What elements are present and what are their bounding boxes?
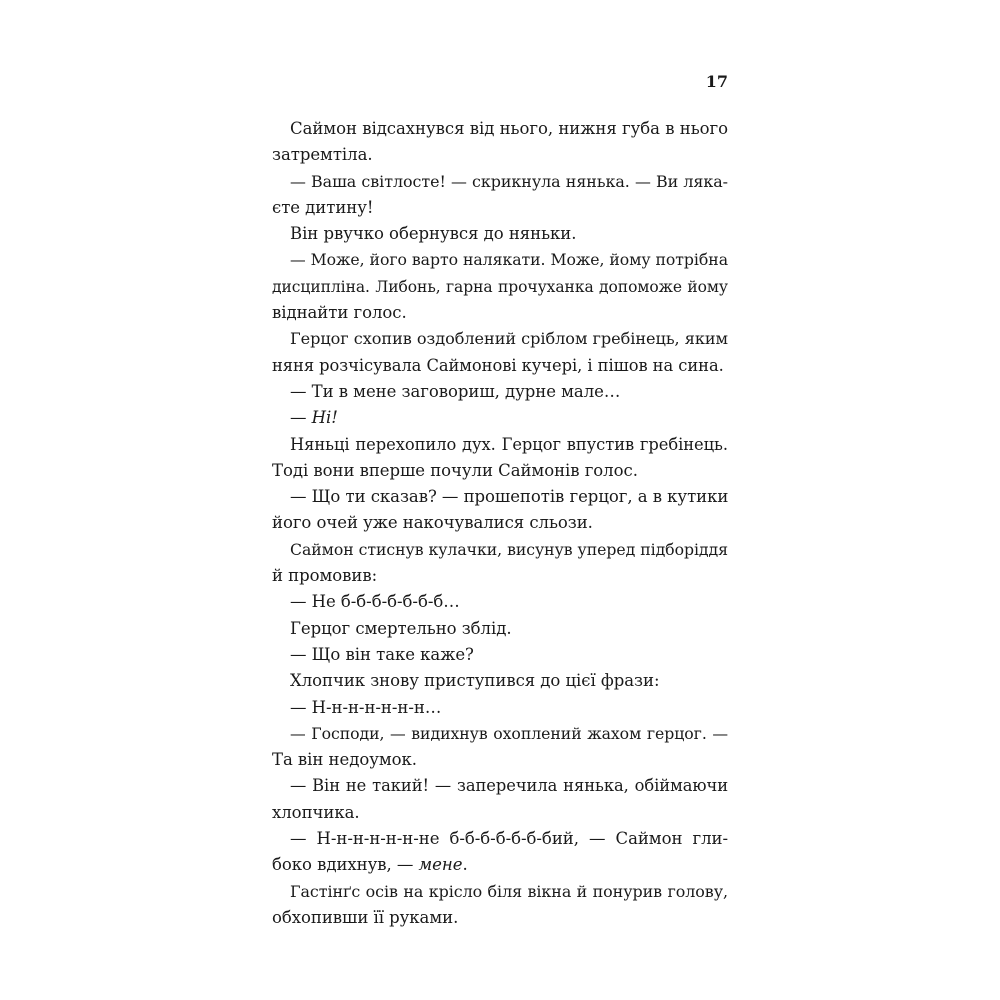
text-line: Тоді вони вперше почули Саймонів голос. (272, 460, 638, 480)
text-line: — Ти в мене заговориш, дурне мале… (290, 381, 621, 401)
text-line: єте дитину! (272, 197, 374, 217)
text-line: — Н-н-н-н-н-н-н… (290, 697, 442, 717)
text-line: його очей уже накочувалися сльози. (272, 513, 593, 533)
text-line (272, 852, 728, 878)
text-line-part: Ні! (311, 408, 338, 428)
text-line: віднайти голос. (272, 303, 407, 323)
text-line-part: . (462, 855, 468, 875)
text-line: дисципліна. Либонь, гарна прочуханка допоможе йому (272, 277, 728, 296)
text-line: Та він недоумок. (272, 750, 417, 770)
text-line: Няньці перехопило дух. Герцог впустив гребінець. (290, 434, 728, 454)
text-line: обхопивши її руками. (272, 907, 459, 927)
text-line: — Господи, — видихнув охоплений жахом герцог. — (290, 723, 728, 743)
text-line: затремтіла. (272, 145, 373, 165)
page-number: 17 (705, 72, 728, 91)
text-line: Саймон відсахнувся від нього, нижня губа в нього (290, 119, 728, 138)
text-line: — Що ти сказав? — прошепотів герцог, а в кутики (290, 487, 729, 507)
text-line: — Н-н-н-н-н-н-не б-б-б-б-б-б-бий, — Саймон гли- (290, 829, 728, 849)
text-line: хлопчика. (272, 802, 360, 822)
text-line: — Що він таке каже? (290, 644, 474, 664)
text-line (272, 405, 728, 431)
text-line: Гастінґс осів на крісло біля вікна й понурив голову, (290, 881, 728, 901)
text-line: Він рвучко обернувся до няньки. (290, 224, 577, 244)
text-line: — Ваша світлосте! — скрикнула нянька. — Ви ляка- (290, 171, 728, 191)
text-line-part: мене (418, 855, 463, 875)
text-line: — Він не такий! — заперечила нянька, обіймаючи (290, 776, 728, 796)
text-line: Герцог схопив оздоблений сріблом гребінець, яким (290, 329, 728, 349)
text-line: — Може, його варто налякати. Може, йому потрібна (290, 250, 728, 270)
body-text (272, 116, 728, 931)
text-line-part: — (290, 408, 312, 428)
text-line: няня розчісувала Саймонові кучері, і пішов на сина. (272, 355, 724, 375)
text-line-part: боко вдихнув, — (272, 855, 419, 875)
text-line: Хлопчик знову приступився до цієї фрази: (290, 671, 660, 691)
text-line: Саймон стиснув кулачки, висунув уперед підборіддя (290, 539, 728, 559)
text-line: й промовив: (272, 566, 378, 586)
text-line: — Не б-б-б-б-б-б-б… (290, 592, 460, 612)
text-line: Герцог смертельно зблід. (290, 618, 512, 638)
